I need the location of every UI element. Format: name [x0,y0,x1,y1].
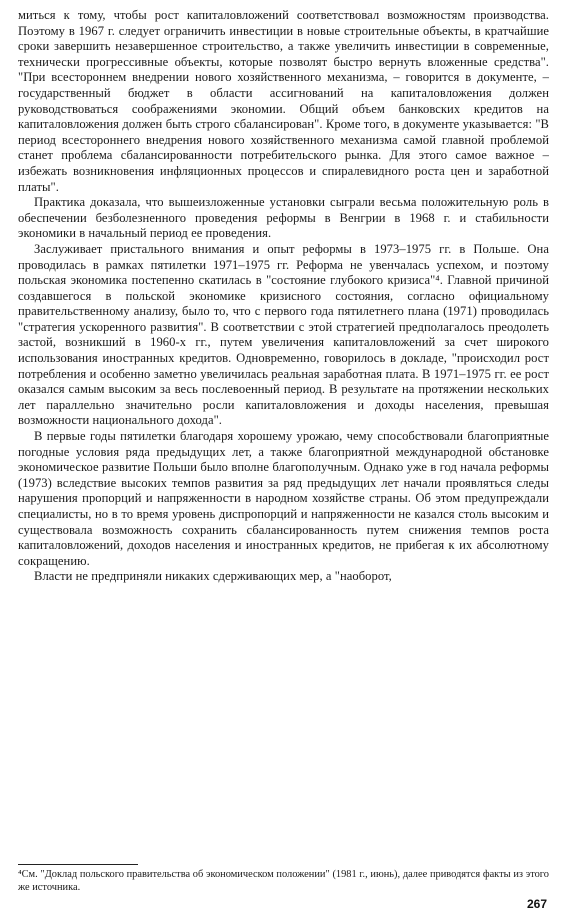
footnote: ⁴См. "Доклад польского правительства об экономическом положении" (1981 г., июнь), далее приводятся факты из этого же источника. [18,869,549,893]
paragraph-2: Практика доказала, что вышеизложенные установки сыграли весьма положительную роль в обеспечении безболезненного проведения реформы в Венгрии в 1968 г. и стабильности экономики в начальный период ее проведения. [18,195,549,241]
page-number: 267 [526,897,547,911]
paragraph-3: Заслуживает пристального внимания и опыт реформы в 1973–1975 гг. в Польше. Она проводилась в рамках пятилетки 1971–1975 гг. Реформа не увенчалась успехом, и поэтому польская экономика постепенно скатилась в "состояние глубокого кризиса"⁴. Главной причиной создавшегося в польской экономике кризисного состояния, согласно официальному правительственному анализу, было то, что с первого года пятилетнего плана (1971) проводилась "стратегия ускоренного развития". В соответствии с этой стратегией предполагалось преодолеть застой, возникший в 1960-х гг., путем увеличения капиталовложений за счет широкого использования иностранных кредитов. Одновременно, говорилось в докладе, "происходил рост потребления и особенно заметно увеличилась реальная заработная плата. В 1971–1975 гг. ее рост оказался самым высоким за весь послевоенный период. В результате на протяжении нескольких лет параллельно значительно росли капиталовложения и доходы населения, превышая возможности национального дохода". [18,241,549,428]
paragraph-5: Власти не предприняли никаких сдерживающих мер, а "наоборот, [34,569,392,584]
page-body [18,8,549,585]
footnote-divider [18,864,138,865]
paragraph-4: В первые годы пятилетки благодаря хорошему урожаю, чему способствовали благоприятные погодные условия ряда предыдущих лет, а также благоприятной международной обстановке экономическое развитие Польши было вполне благополучным. Однако уже в год начала реформы (1973) вследствие высоких темпов развития за ряд предыдущих лет начали проявляться следы нарушения пропорций и напряженности в народном хозяйстве страны. Об этом предупреждали специалисты, но в то время уровень диспропорций и напряженности не казался столь высоким и существовала возможность сохранить сбалансированность путем снижения темпов роста капиталовложений, доходов населения и иностранных кредитов, не прибегая к их абсолютному сокращению. [18,429,549,568]
paragraph-1: миться к тому, чтобы рост капиталовложений соответствовал возможностям производства. Поэтому в 1967 г. следует ограничить инвестиции в новые строительные объекты, в кратчайшие сроки завершить незавершенное строительство, а также увеличить инвестиции в современные, технически прогрессивные объекты, которые позволят быстро вернуть вложенные средства". "При всестороннем внедрении нового хозяйственного механизма, – говорится в документе, – государственный бюджет в области ассигнований на капиталовложения должен руководствоваться соображениями экономии. Общий объем банковских кредитов на капиталовложения должен быть строго сбалансирован". Кроме того, в документе указывается: "В период всестороннего внедрения нового хозяйственного механизма самой главной проблемой станет проблема сбалансированности потребительского рынка. Для этого самое важное – избежать возникновения инфляционных процессов и спиралевидного роста цен и заработной платы". [18,8,549,194]
